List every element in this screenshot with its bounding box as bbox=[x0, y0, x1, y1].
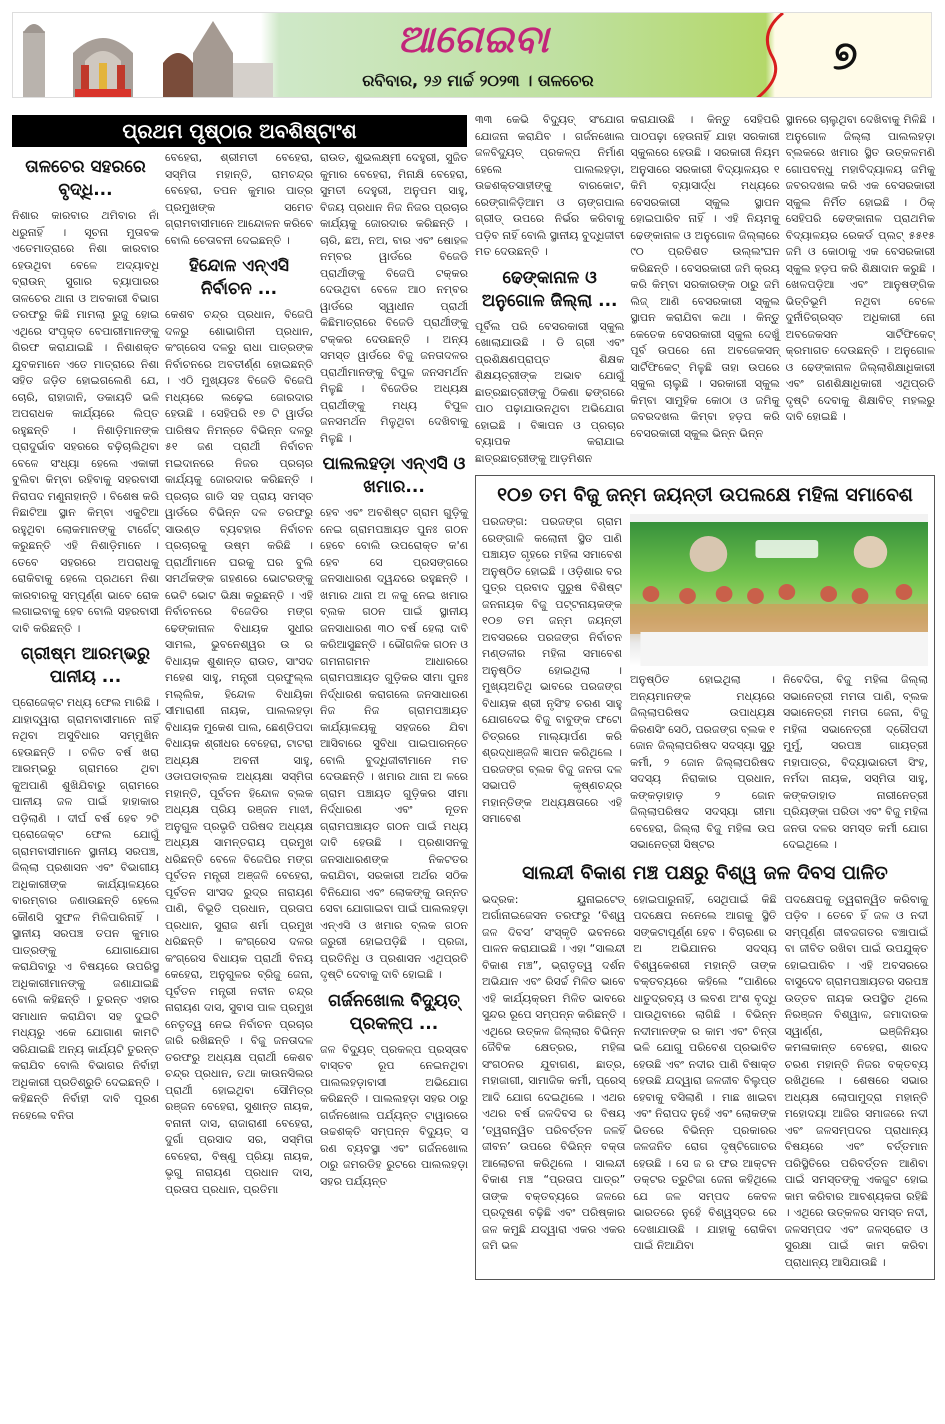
article-column-3 bbox=[320, 150, 468, 1190]
article-body: ପଦକ୍ଷେପକୁ ତ୍ୱରାନ୍ୱିତ କରିବାକୁ ପଡ଼ିବ । ତେବେ ହିଁ ଜଳ ଓ ନଦୀ ସମ୍ପୂର୍ଣ୍ଣ ଜୀବଜଗତର ବଞ୍ଚାପାଇଁ ବା ଜୀବିତ ରଖିବା ପାଇଁ ଉପଯୁକ୍ତ ହୋଇପାରିବ । ଏହି ଅବସରରେ ବାସୁଦେବ ଗ୍ରାମପଞ୍ଚାୟତର ସରପଞ୍ଚ ଉତ୍ତବ ନାୟକ ଉପସ୍ଥିତ ଥିଲେ ନିରଞ୍ଜନ ବିଶ୍ୱାଳ, ଜମାଦାରକ ସ୍ୱାର୍ଣ୍ଣ, ଇଞ୍ଜିନିୟର କମଳାକାନ୍ତ ବେହେରା, ଶାରଦ ଚରଣ ମହାନ୍ତି ନିଜର ବକ୍ତବ୍ୟ ରଖିଥିଲେ । ଶେଷରେ ସଭାର ଅଧ୍ୟକ୍ଷ ଲୋପାମୁଦ୍ରା ମହାନ୍ତି ମହୋଦୟା ଆଜିର ସମାଜରେ ନଦୀ ଏବଂ ଜଳସମ୍ପଦର ପ୍ରାଧାନ୍ୟ ବିଷୟରେ ଏବଂ ବର୍ତ୍ତମାନ ପରିସ୍ଥିତିରେ ପରିବର୍ତ୍ତନ ଆଣିବା ପାଇଁ ସମସ୍ତଙ୍କୁ ଏକଜୁଟ ହୋଇ କାମ କରିବାର ଆବଶ୍ୟକତା ରହିଛି । ଏଥିରେ ଉତ୍କଳର ସମସ୍ତ ନଦୀ, ଜଳସମ୍ପଦ ଏବଂ ଜଳସ୍ରୋତ ଓ ସୁରକ୍ଷା ପାଇଁ କାମ କରିବା ପ୍ରାଧାନ୍ୟ ଆସିଯାଉଛି । bbox=[784, 892, 928, 1269]
dateline: ରବିବାର, ୨୬ ମାର୍ଚ୍ଚ ୨୦୨୩ । ତାଳଚେର bbox=[362, 71, 594, 90]
article-column-1 bbox=[12, 150, 159, 1124]
article-body: ନିଶାର କାରବାର ଥମିବାର ନାଁ ଧରୁନାହିଁ । ସୂଚନା ମୁତାବକ ଏତେମାତ୍ରାରେ ନିଶା କାରବାର ହେଉଥିବା ବେଳେ ଅଦ୍ୟାବଧି ବ୍ରାଉନ୍ ସୁଗାର ବ୍ୟାପାରର ତାଳଚେର ଥାନା ଓ ଅବକାରୀ ବିଭାଗ ତରଫରୁ କିଛି ମାମଲା ରୁଜୁ ହୋଇ ଏଥିରେ ସଂପୃକ୍ତ ବେପାରୀମାନଙ୍କୁ ଗିରଫ କରାଯାଇଛି । ନିଶାଶକ୍ତ ଯୁବକମାନେ ଏତେ ମାତ୍ରାରେ ନିଶା ସହିତ ଜଡ଼ିତ ହୋଇଗଲେଣି ଯେ, ଚୋରି, ରାହାଜାନି, ଡକାୟତି ଭଳି ଅପରାଧକ କାର୍ଯ୍ୟରେ ଲିପ୍ତ ରହୁଛନ୍ତି । ନିଶାଡ଼ିମାନଙ୍କ ପ୍ରାଦୁର୍ଭାବ ସହରରେ ବଢ଼ିଚାଲିଥିବା ବେଳେ ସଂଧ୍ୟା ହେଲେ ଏକାକୀ ବୁଲିବା କିମ୍ବା ରହିବାକୁ ସହରବାସୀ ନିରାପଦ ମଣୁନାହାନ୍ତି । ବିଶେଷ କରି ନିଛାଟିଆ ସ୍ଥାନ କିମ୍ବା ଏକୁଟିଆ ରହୁଥିବା ଲୋକମାନଙ୍କୁ ଟାର୍ଗେଟ୍ କରୁଛନ୍ତି ଏହି ନିଶାଡ଼ିମାନେ । ତେବେ ସହରରେ ଅପରାଧକୁ ରୋକିବାକୁ ହେଲେ ପ୍ରଥମେ ନିଶା କାରବାରକୁ ସମ୍ପୂର୍ଣ୍ଣ ଭାବେ ରୋକ ଲଗାଇବାକୁ ହେବ ବୋଲି ସହରବାସୀ ଦାବି କରିଛନ୍ତି । bbox=[12, 209, 159, 635]
article-column-2 bbox=[165, 150, 313, 1198]
article-body: ୩୩ କେଭି ବିଦ୍ୟୁତ୍ ସଂଯୋଗ ଯୋଜନା କରାଯିବ । ଗର୍ଜନଖୋଲ ଜଳବିଦ୍ୟୁତ୍ ପ୍ରକଳ୍ପ ନିର୍ମାଣ ହେଲେ ପାଲଲହଡ଼ା, ଉଚ୍ଚଶକ୍ତସାହୀଙ୍କୁ ବାରକୋଟ, ରେଙ୍ଗାଳିଡ଼ିଆମ ଓ ଚାଙ୍ଗପାଲ ଗ୍ରୀଡ୍ ଉପରେ ନିର୍ଭର କରିବାକୁ ପଡ଼ିବ ନାହିଁ ବୋଲି ସ୍ଥାନୀୟ ବୁଦ୍ଧିଜୀବୀ ମତ ଦେଉଛନ୍ତି । bbox=[475, 113, 625, 258]
article-body: ଅନୁଷ୍ଠିତ ହୋଇଥିଲା । ଅନ୍ୟମାନଙ୍କ ମଧ୍ୟରେ ଜିଲ୍ଲାପରିଷଦ ଉପାଧ୍ୟକ୍ଷ କିରଣସିଂ ସେଠି, ପରଜଙ୍ଗ ବ୍ଲକ ୧ ଜୋନ ଜିଲ୍ଲାପରିଷଦ ସଦସ୍ୟା ସୁରୁ କର୍ମୀ, ୨ ଜୋନ ଜିଲ୍ଲାପରିଷଦ ସଦସ୍ୟ ନିରାକାର ପ୍ରଧାନ, କଙ୍କଡ଼ାହାଡ଼ ୨ ଜୋନ ଜିଲ୍ଲାପରିଷଦ ସଦସ୍ୟା ରୀମା ବେହେରା, ଜିଲ୍ଲା ବିଜୁ ମହିଳା ଉପ ସଭାନେତ୍ରୀ ସିଷ୍ଟର bbox=[630, 673, 775, 851]
article-body: ପରଜଙ୍ଗ: ପରଜଙ୍ଗ ଗ୍ରାମ ରେଙ୍ଗାଳି କଲୋନୀ ସ୍ଥିତ ପାଣି ପଞ୍ଚାୟତ ଗୃହରେ ମହିଳା ସମାବେଶ ଅନୁଷ୍ଠିତ ହୋଇଛି । ଓଡ଼ିଶାର ବର ପୁତ୍ର ପ୍ରବାଦ ପୁରୁଷ ବିଶିଷ୍ଟ ଜନନାୟକ ବିଜୁ ପଟ୍ଟନାୟକଙ୍କ ୧୦୭ ତମ ଜନ୍ମ ଜୟନ୍ତୀ ଅବସରରେ ପରଜଙ୍ଗ ନିର୍ବାଚନ ମଣ୍ଡଳୀର ମହିଳା ସମାବେଶ ଅନୁଷ୍ଠିତ ହୋଇଥିଲା । ମୁଖ୍ୟଅତିଥି ଭାବରେ ପରଜଙ୍ଗ ବିଧାୟକ ଶ୍ରୀ ନୃସିଂହ ଚରଣ ସାହୁ ଯୋଗଦେଇ ବିଜୁ ବାବୁଙ୍କ ଫଟୋ ଚିତ୍ରରେ ମାଲ୍ୟାର୍ପଣ କରି ଶ୍ରଦ୍ଧାଞ୍ଜଳି ଜ୍ଞାପନ କରିଥିଲେ । ପରଜଙ୍ଗ ବ୍ଲକ ବିଜୁ ଜନତା ଦଳ ସଭାପତି କୃଷ୍ଣଚନ୍ଦ୍ର ମହାନ୍ତିଙ୍କ ଅଧ୍ୟକ୍ଷତାରେ ଏହି ସମାବେଶ bbox=[482, 515, 622, 825]
temple-illustration bbox=[13, 13, 283, 98]
page-number: ୭ bbox=[833, 33, 858, 79]
headline-garjankhol: ଗର୍ଜନଖୋଲ ବିଦ୍ୟୁତ୍ ପ୍ରକଳ୍ପ ... bbox=[328, 990, 460, 1034]
headline-world-water-day: ସାଲନ୍ଦୀ ବିକାଶ ମଞ୍ଚ ପକ୍ଷରୁ ବିଶ୍ୱ ଜଳ ଦିବସ ପାଳିତ bbox=[522, 861, 888, 884]
article-body: ନିବେଦିତା, ବିଜୁ ମହିଳା ଜିଲ୍ଲା ସଭାନେତ୍ରୀ ମମତା ପାଣି, ବ୍ଲକ ସଭାନେତ୍ରୀ ମମତା ଜେନା, ବିଜୁ ମହିଳା ସଭାନେତ୍ରୀ ଦ୍ରୌପଦୀ ମୁର୍ମୁ, ସରପଞ୍ଚ ଗାୟତ୍ରୀ ମହାପାତ୍ର, ବିଦ୍ୟାଭାରତୀ ସିଂହ, ନର୍ମଦା ନାୟକ, ସସ୍ମିତା ସାହୁ, କଙ୍କଡାହାଡ ନାରୀନେତ୍ରୀ ପ୍ରିୟଙ୍କା ପରିଡା ଏବଂ ବିଜୁ ମହିଳା ଜନତା ଦଳର ସମସ୍ତ କର୍ମୀ ଯୋଗ ଦେଇଥିଲେ । bbox=[783, 673, 928, 851]
article-body: ପ୍ରୋଜେକ୍ଟ ମଧ୍ୟ ଫେଲ ମାରିଛି । ଯାହାଦ୍ୱାରା ଗ୍ରାମବାସୀମାନେ ନାହିଁ ନଥିବା ଅସୁବିଧାର ସମ୍ମୁଖିନ ହେଉଛନ୍ତି । ଚଳିତ ବର୍ଷ ଖରା ଆରମ୍ଭରୁ ଗ୍ରାମରେ ଥିବା କୁଅପାଣି ଶୁଖିଯିବାରୁ ଗ୍ରାମରେ ପାନୀୟ ଜଳ ପାଇଁ ହାହାକାର ପଡ଼ିଲାଣି । ଦୀର୍ଘ ବର୍ଷ ହେବ ୨ଟି ପ୍ରୋଜେକ୍ଟ ଫେଲ ଯୋଗୁଁ ଗ୍ରାମବାସୀମାନେ ସ୍ଥାନୀୟ ସରପଞ୍ଚ, ଜିଲ୍ଲା ପ୍ରଶାସନ ଏବଂ ବିଭାଗୀୟ ଅଧିକାରୀଙ୍କ କାର୍ଯ୍ୟାଳୟରେ ବାରମ୍ବାର ଜଣାଉଛନ୍ତି ହେଲେ କୌଣସି ସୁଫଳ ମିଳିପାରିନାହିଁ । ସ୍ଥାନୀୟ ସରପଞ୍ଚ ତପନ କୁମାର ପାତ୍ରଙ୍କୁ ଯୋଗାଯୋଗ କରାଯିବାରୁ ଏ ବିଷୟରେ ଉପରିସ୍ଥ ଅଧିକାରୀମାନଙ୍କୁ ଜଣାଯାଇଛି ବୋଲି କହିଛନ୍ତି । ତୁରନ୍ତ ଏହାର ସମାଧାନ କରାଯିବା ସହ ଦୁଇଟି ମଧ୍ୟରୁ ଏକେ ଯୋଗାଣ କାମଟି ସରିଯାଇଛି ଅନ୍ୟ କାର୍ଯ୍ୟଟି ତୁରନ୍ତ କରାଯିବ ବୋଲି ବିଭାଗର ନିର୍ବାହୀ ଅଧିକାରୀ ପ୍ରତିଶ୍ରୁତି ଦେଇଛନ୍ତି । କହିଛନ୍ତି ନିର୍ବାହୀ ଦାବି ପୂରଣ ନହେଲେ ବନିତା bbox=[12, 696, 159, 1122]
boxed-articles bbox=[475, 475, 935, 1280]
article-body: କେଶବ ଚନ୍ଦ୍ର ପ୍ରଧାନ, ବିଜେପି ଦଳରୁ ଶୋଭାଗିନୀ ପ୍ରଧାନ, କଂଗ୍ରେସ ଦଳରୁ ରାଧା ପାତ୍ରଙ୍କ ନିର୍ବାଚନରେ ଅବତୀର୍ଣ୍ଣ ହୋଇଛନ୍ତି । ଏଠି ମୁଖ୍ୟତଃ ବିଜେଡି ବିଜେପି ମଧ୍ୟରେ ଲଢ଼େଇ ଜୋରଦାର ହେଉଛି । ସେହିପରି ୧୭ ଟି ୱାର୍ଡର ପାରିଷଦ ନିମନ୍ତେ ବିଭିନ୍ନ ଦଳରୁ ୫୧ ଜଣ ପ୍ରାର୍ଥୀ ନିର୍ବାଚନ ମଇଦାନରେ ନିଜର ପ୍ରଚାର କାର୍ଯ୍ୟକୁ ଜୋରଦାର କରିଛନ୍ତି । ପ୍ରଚାର ଗାଡି ସହ ପ୍ରାୟ ସମସ୍ତ ୱାର୍ଡରେ ବିଭିନ୍ନ ଦଳ ତରଫରୁ ସାଉଣ୍ଡ ବ୍ୟବହାର ନିର୍ବାଚନ ପ୍ରଚାରକୁ ଉଷ୍ମ କରିଛି । ପ୍ରାର୍ଥୀମାନେ ଘରକୁ ଘର ବୁଲି ସମର୍ଥକଙ୍କ ଗହଣରେ ଭୋଟରଙ୍କୁ ଭେଟି ଭୋଟ ଭିକ୍ଷା କରୁଛନ୍ତି । ଏହି ନିର୍ବାଚନରେ ବିଜେଡିର ମଙ୍ଗ ଢେଙ୍କାନାଳ ବିଧାୟକ ସୁଧୀର ସାମଲ, ଭୁବନେଶ୍ୱର ଉ ର ବିଧାୟକ ଶୁଶାନ୍ତ ରାଉତ, ସାଂସଦ ମହେଶ ସାହୁ, ମନ୍ତ୍ରୀ ପ୍ରଫୁଲ୍ଲ ମଲ୍ଲିକ, ହିନ୍ଦୋଳ ବିଧାୟିକା ସୀମାରାଣୀ ନାୟକ, ପାଲଲହଡ଼ା ବିଧାୟକ ମୁକେଶ ପାଲ, ଛେଣ୍ଡିପଦା ବିଧାୟକ ଶ୍ରୀଧର ବେହେରା, ଟାଟରା ଅଧ୍ୟକ୍ଷ ଅବନୀ ସାହୁ, ଓଡାପଡାବ୍ଲକ ଅଧ୍ୟକ୍ଷା ସସ୍ମିତା ମହାନ୍ତି, ପୂର୍ବତନ ହିନ୍ଦୋଳ ବ୍ଲକ ଅଧ୍ୟକ୍ଷ ପ୍ରିୟ ରଞ୍ଜନ ମାଝୀ, ଅନୁଗୁଳ ପ୍ରଭୃତି ପରିଷଦ ଅଧ୍ୟକ୍ଷ ଅଧ୍ୟକ୍ଷ ସାମନ୍ତରାୟ ପ୍ରମୁଖ ଧରିଛନ୍ତି ବେଳେ ବିଜେପିର ମଙ୍ଗ ପୂର୍ବତନ ମନ୍ତ୍ରୀ ଅଞ୍ଜଳି ବେହେରା, ପୂର୍ବତନ ସାଂସଦ ରୁଦ୍ର ନାରାୟଣ ପାଣି, ବିଭୂତି ପ୍ରଧାନ, ପ୍ରତାପ ପ୍ରଧାନ, ସୁରାଜ ଶର୍ମା ପ୍ରମୁଖ ଧରିଛନ୍ତି । କଂଗ୍ରେସ ଦଳର କଂଗ୍ରେସ ବିଧାୟକ ପ୍ରାର୍ଥୀ ବିନୟ କେହେରା, ଅନୁଗୁଳର ବ୍ରିଜୁ ଜେନା, ପୂର୍ବତନ ମନ୍ତ୍ରୀ ନବୀନ ଚନ୍ଦ୍ର ନାରାୟଣ ଦାସ, ସୁବାସ ପାଳ ପ୍ରମୁଖ ନେତୃତ୍ୱ ନେଇ ନିର୍ବାଚନ ପ୍ରଚାର ଜାରି ରଖିଛନ୍ତି । ବିଜୁ ଜନତାଦଳ ତରଫରୁ ଅଧ୍ୟକ୍ଷ ପ୍ରାର୍ଥୀ କେଶବ ଚନ୍ଦ୍ର ପ୍ରଧାନ, ତଥା କାଉନସିଲର ପ୍ରାର୍ଥୀ ହୋଇଥିବା ସୌମିତ୍ର ରଞ୍ଜନ ବେହେରା, ସୁଶାନ୍ତ ନାୟକ, ବନାନୀ ଦାସ, ରାଜାରାଣୀ ବେହେରା, ଦୁର୍ଗା ପ୍ରସାଦ ସର, ସସ୍ମିତା ବେହେରା, ବିଷ୍ଣୁ ପ୍ରିୟା ନାୟକ, ଭୃଗୁ ନାରାୟଣ ପ୍ରଧାନ ଦାସ, ପ୍ରତାପ ପ୍ରଧାନ, ପ୍ରତିମା bbox=[165, 308, 313, 1196]
article-body: ପୂର୍ବିଲ ପରି ବେସରକାରୀ ସ୍କୁଲ ଖୋଲାଯାଉଛି । ଡି ଗ୍ରୀ ଏବଂ ପ୍ରଶିକ୍ଷଣପ୍ରାପ୍ତ ଶିକ୍ଷକ ଶିକ୍ଷୟତ୍ରୀଙ୍କ ଅଭାବ ଯୋଗୁଁ ଛାତ୍ରଛାତ୍ରୀଙ୍କୁ ଠିକଣା ଢଙ୍ଗରେ ପାଠ ପଢ଼ାଯାଉନଥିବା ଅଭିଯୋଗ ହୋଇଛି । ବିଜ୍ଞାପନ ଓ ପ୍ରଚାର ବ୍ୟାପକ କରାଯାଇ ଛାତ୍ରଛାତ୍ରୀଙ୍କୁ ଆଡ଼ମିଶନ bbox=[475, 319, 625, 465]
article-body: ବେହେରା, ଶ୍ରୀମତୀ ବେହେରା, ସସ୍ମିତା ମହାନ୍ତି, ରାମଚନ୍ଦ୍ର ବେହେରା, ତପନ କୁମାର ପାତ୍ର ପ୍ରମୁଖଙ୍କ ସମେତ ଗ୍ରାମବାସୀମାନେ ଆନ୍ଦୋଳନ କରିବେ ବୋଲି ଚେତାବନୀ ଦେଇଛନ୍ତି । bbox=[165, 151, 313, 247]
article-body: ରାଉତ, ଶୁଭଲକ୍ଷ୍ମୀ ଦେହୁରୀ, ସୁଜିତ କୁମାର ବେହେରା, ମିନାକ୍ଷି ବେହେରା, ସୁମତୀ ଦେହୁରୀ, ଅନୁପମ ସାହୁ, ବିଜୟ ପ୍ରଧାନ ନିଜ ନିଜର ପ୍ରଚାର କାର୍ଯ୍ୟକୁ ଜୋରଦାର କରିଛନ୍ତି । ଚାରି, ଛଅ, ନଅ, ବାର ଏବଂ ଷୋହଳ ନମ୍ବର ୱାର୍ଡରେ ବିଜେଡି ପ୍ରାର୍ଥୀଙ୍କୁ ବିଜେପି ଟକ୍କର ଦେଉଥିବା ବେଳେ ଆଠ ନମ୍ବର ୱାର୍ଡରେ ସ୍ୱାଧୀନ ପ୍ରାର୍ଥୀ କିଛିମାତ୍ରାରେ ବିଜେଡି ପ୍ରାର୍ଥୀଙ୍କୁ ଟକ୍କର ଦେଉଛନ୍ତି । ଅନ୍ୟ ସମସ୍ତ ୱାର୍ଡରେ ବିଜୁ ଜନତାଦଳର ପ୍ରାର୍ଥୀମାନଙ୍କୁ ବିପୁଳ ଜନସମର୍ଥନ ମିଳୁଛି । ବିଜେଡିର ଅଧ୍ୟକ୍ଷ ପ୍ରାର୍ଥୀଙ୍କୁ ମଧ୍ୟ ବିପୁଳ ଜନସମର୍ଥନ ମିଳୁଥିବା ଦେଖିବାକୁ ମିଳୁଛି । bbox=[320, 151, 468, 445]
article-column-4 bbox=[475, 112, 624, 467]
article-column-6 bbox=[786, 112, 935, 467]
newspaper-logo: ଆଗେଇବା bbox=[397, 17, 549, 61]
masthead bbox=[12, 12, 932, 98]
article-body: କରାଯାଉଛି । କିନ୍ତୁ ସେହିପରି ପାଠପଢ଼ା ହେଉନାହିଁ ଯାହା ସରକାରୀ ସ୍କୁଲରେ ହେଉଛି । ସରକାରୀ ନିୟମ ଅନୁସାରେ ସରକାରୀ ବିଦ୍ୟାଳୟର ୧ କିମି ବ୍ୟାସାର୍ଦ୍ଧ ମଧ୍ୟରେ ବେସରକାରୀ ସ୍କୁଲ ସ୍ଥାପନ ହୋଇପାରିବ ନାହିଁ । ଏହି ନିୟମକୁ ଢେଙ୍କାନାଳ ଓ ଅନୁଗୋଳ ଜିଲ୍ଲାରେ ୯୦ ପ୍ରତିଶତ ଉଲ୍ଲଂଘନ କରିଛନ୍ତି । ବେସରକାରୀ ଜମି କ୍ରୟ କରି କିମ୍ବା ସରକାରଙ୍କ ଠାରୁ ଜମି ଲିଜ୍ ଆଣି ବେସରକାରୀ ସ୍କୁଲ ସ୍ଥାପନ କରାଯିବା କଥା । କିନ୍ତୁ କେତେକ ବେସରକାରୀ ସ୍କୁଲ ଦେଖୁଁ ପୂର୍ବ ଉପରେ ନୋ ଅବଜେକସନ୍ ସାର୍ଟିଫିକେଟ୍ ମିଳୁଛି ତାହା ଉପରେ ସ୍କୁଲ ଚାଲୁଛି । ସରକାରୀ ସ୍କୁଲ କିମ୍ବା ସାମୁହିକ କୋଠା ଓ ଜମିକୁ ଜବରଦଖଲ କିମ୍ବା ହଡ଼ପ କରି ବେସରକାରୀ ସ୍କୁଲ ଭିନ୍ନ ଭିନ୍ନ bbox=[630, 113, 780, 440]
article-body: ହେବ ଏବଂ ଅବଶିଷ୍ଟ ଗ୍ରାମ ଗୁଡ଼ିକୁ ନେଇ ଗ୍ରାମପଞ୍ଚାୟତ ପୁନଃ ଗଠନ ହେବେ ବୋଲି ଉପରୋକ୍ତ କ'ଣ ହେବ ସେ ପ୍ରସଙ୍ଗରେ ଜନସାଧାରଣ ଦ୍ୱନ୍ଦରେ ରହୁଛନ୍ତି । ଖମାର ଥାନା ଅ ଳକୁ ନେଇ ଖମାର ବ୍ଲକ ଗଠନ ପାଇଁ ସ୍ଥାନୀୟ ଜନସାଧାରଣ ୩୦ ବର୍ଷ ହେଲା ଦାବି କରିଆସୁଛନ୍ତି । ଭୌଗଳିକ ଗଠନ ଓ ଗମନାଗମନ ଆଧାରରେ ଗ୍ରାମପଞ୍ଚାୟତ ଗୁଡ଼ିକର ସୀମା ପୁନଃ ନିର୍ଦ୍ଧାରଣ କରାଗଲେ ଜନସାଧାରଣ ନିଜ ନିଜ ଗ୍ରାମପଞ୍ଚାୟତ କାର୍ଯ୍ୟାଳୟକୁ ସହଜରେ ଯିବା ଆସିବାରେ ସୁବିଧା ପାଇପାରନ୍ତେ ବୋଲି ବୁଦ୍ଧିଜୀବୀମାନେ ମତ ଦେଉଛନ୍ତି । ଖମାର ଥାନା ଅ ଳରେ ଗ୍ରାମ ପଞ୍ଚାୟତ ଗୁଡ଼ିକର ସୀମା ନିର୍ଦ୍ଧାରଣ ଏବଂ ନୂତନ ଗ୍ରାମପଞ୍ଚାୟତ ଗଠନ ପାଇଁ ମଧ୍ୟ ଦାବି ହେଉଛି । ପ୍ରଶାସନକୁ ଜନସାଧାରଣଙ୍କ ନିକଟତର କରାଯିବା, ସରକାରୀ ଅର୍ଥର ସଠିକ ବିନିଯୋଗ ଏବଂ ଲୋକଙ୍କୁ ଉନ୍ନତ ସେବା ଯୋଗାଇବା ପାଇଁ ପାଲଲହଡ଼ା ଏନ୍ଏସି ଓ ଖମାର ବ୍ଲକ ଗଠନ ଜରୁରୀ ହୋଇପଡ଼ିଛି । ପ୍ରଜା, ପ୍ରତିନିଧି ଓ ପ୍ରଶାସନ ଏଥିପ୍ରତି ଦୃଷ୍ଟି ଦେବାକୁ ଦାବି ହୋଇଛି । bbox=[320, 506, 468, 981]
headline-biju-jayanti: ୧୦୭ ତମ ବିଜୁ ଜନ୍ମ ଜୟନ୍ତୀ ଉପଲକ୍ଷେ ମହିଳା ସମାବେଶ bbox=[497, 484, 913, 506]
section-banner: ପ୍ରଥମ ପୃଷ୍ଠାର ଅବଶିଷ୍ଟାଂଶ bbox=[12, 115, 467, 147]
decorative-curve bbox=[748, 13, 788, 98]
headline-pallahara-nac: ପାଲଲହଡ଼ା ଏନ୍ଏସି ଓ ଖମାର... bbox=[322, 454, 466, 497]
headline-drinking-water: ଗ୍ରୀଷ୍ମ ଆରମ୍ଭରୁ ପାନୀୟ ... bbox=[20, 644, 151, 687]
article-column-5 bbox=[630, 112, 779, 467]
article-body: ହୋଇପାରୁନାହିଁ, ସେଥିପାଇଁ କିଛି ପଦକ୍ଷେପ ନନେଲେ ଆଗକୁ ସ୍ଥିତି ସଙ୍କଟାପୂର୍ଣ୍ଣ ହେବ । ବିଚାରଣା ର ଅ ଅଭିଯାନର ସଦସ୍ୟ ବିଶ୍ୱକେଶରୀ ମହାନ୍ତି ତାଙ୍କ ବକ୍ତବ୍ୟରେ କହିଲେ “ପାଣିରେ ଧାତୁଦ୍ରବ୍ୟ ଓ ଲବଣ ଅଂଶ ବୃଦ୍ଧି ପାଉଥିବାରେ ଲାଗିଛି । ବିଭିନ୍ନ ନଦୀମାନଙ୍କ ର କାମ ଏବଂ ଚିନ୍ତା ଭଳି ଯୋଗୁ ପରିବେଶ ପ୍ରଭାବିତ ହେଉଛି ଏବଂ ନଦୀର ପାଣି ବିଷାକ୍ତ ହେଉଛି ଯଦ୍ୱାରା ଜଳଜୀବ ବିଲୁପ୍ତ ହେବାକୁ ବସିଲାଣି । ମାଛ ଖାଇବା ଏବଂ ନିରାପଦ ନୁହେଁ ଏବଂ ଲୋକଙ୍କ ଭିତରେ ବିଭିନ୍ନ ପ୍ରକାରର ଜଳଜନିତ ରୋଗ ଦୃଷ୍ଟିଗୋଚର ହେଉଛି । ସେ ଜ ର ଫର ଆକ୍ଟନ ଡକ୍ଟର ତ୍ରୁଟିଜା ଜେନା କହିଥିଲେ ଯେ ଜଳ ସମ୍ପଦ କେବଳ ଭାରତରେ ନୁହେଁ ବିଶ୍ୱସ୍ତର ରେ ଦେଖାଯାଉଛି । ଯାହାକୁ ରୋକିବା ପାଇଁ ନିଆଯିବା bbox=[633, 892, 777, 1252]
right-section bbox=[475, 112, 935, 1280]
article-body: ଭଦ୍ରକ: ୟୁନାଇଟେଡ୍ ଅର୍ଗାନାଇଜେସନ ତରଫରୁ ‘ବିଶ୍ୱ ଜଳ ଦିବସ’ ସଂସ୍କୃତି ଭବନରେ ପାଳନ କରାଯାଇଛି । ଏହା “ସାଲନ୍ଦୀ ବିକାଶ ମଞ୍ଚ”, ଭ୍ରାତୃତ୍ୱ ଦର୍ଶନ ଅଭିଯାନ ଏବଂ ରିସର୍ଚ୍ଚ ମିଳିତ ଭାବେ ଏହି କାର୍ଯ୍ୟକ୍ରମ ମିଳିତ ଭାବରେ ସୁନ୍ଦର ରୂପେ ସମ୍ପନ୍ନ କରିଛନ୍ତି । ଏଥିରେ ଉତ୍କଳ ଜିଲ୍ଲାର ବିଭିନ୍ନ ଜୈବିକ କ୍ଷେତ୍ରର, ମହିଳା ସଂଗଠନର ଯୁବାଗଣ, ଛାତ୍ର, ମହାଜାଗୀ, ସାମାଜିକ କର୍ମୀ, ପ୍ରେସ୍ ଆଦି ଯୋଗ ଦେଇଥିଲେ । ଏଥର ଏଥର ବର୍ଷ ଜଳଦିବସ ର ବିଷୟ ‘ତ୍ୱରାନ୍ୱିତ ପରିବର୍ତ୍ତନ ଜଳହିଁ ଜୀବନ’ ଉପରେ ବିଭିନ୍ନ ବକ୍ତା ଆଲୋଚନା କରିଥିଲେ । ସାଲନ୍ଦୀ ବିକାଶ ମଞ୍ଚ “ପ୍ରତାପ ପାତ୍ର” ତାଙ୍କ ବକ୍ତବ୍ୟରେ ଜଳରେ ପ୍ରଦୂଷଣ ବଢ଼ିଛି ଏବଂ ପରିଷ୍କାର ଜଳ କମୁଛି ଯଦ୍ୱାରା ଏକର ଏକର ଜମି ଭଳ bbox=[482, 892, 626, 1252]
article-body: ଜଳ ବିଦ୍ୟୁତ୍ ପ୍ରକଳ୍ପ ପ୍ରସ୍ତାବ ବାସ୍ତବ ରୂପ ନେଇନଥିବା ପାଲଲହଡ଼ାବାସୀ ଅଭିଯୋଗ କରିଛନ୍ତି । ପାଲଲହଡ଼ା ସହର ଠାରୁ ଗର୍ଜନଖୋଲ ପର୍ଯ୍ୟନ୍ତ ଟାୱାରରେ ଉଚ୍ଚଶକ୍ତି ସମ୍ପନ୍ନ ବିଦ୍ୟୁତ୍ ସ ରଣ ବ୍ୟବସ୍ଥା ଏବଂ ଗର୍ଜନଖୋଲ ଠାରୁ ଜମରଡିହ ରୁଟରେ ପାଲଲହଡ଼ା ସହର ପର୍ଯ୍ୟନ୍ତ bbox=[320, 1042, 468, 1188]
headline-hindol-nac: ହିନ୍ଦୋଳ ଏନ୍ଏସି ନିର୍ବାଚନ ... bbox=[188, 256, 289, 299]
event-photo bbox=[630, 514, 928, 666]
headline-dhenkanal-angul: ଢେଙ୍କାନାଳ ଓ ଅନୁଗୋଳ ଜିଲ୍ଲା ... bbox=[481, 267, 618, 311]
headline-talcher: ତାଳଚେର ସହରରେ ବୃଦ୍ଧି... bbox=[25, 157, 146, 200]
article-body: ସ୍ଥାନରେ ଚାଲୁଥିବା ଦେଖିବାକୁ ମିଳିଛି । ଅନୁଗୋଳ ଜିଲ୍ଲା ପାଲଲହଡ଼ା ବ୍ଲକରେ ଖମାର ସ୍ଥିତ ଉତ୍କଳମଣି ଗୋପବନ୍ଧୁ ମହାବିଦ୍ୟାଳୟ ଜମିକୁ ଜବରଦଖଲ କରି ଏକ ବେସରକାରୀ ସ୍କୁଲ ନିର୍ମିତ ହୋଇଛି । ଠିକ୍ ସେହିପରି ଢେଙ୍କାନାଳ ପ୍ରାଥମିକ ବିଦ୍ୟାଳୟର ରେକର୍ଡ ପ୍ଲଟ୍ ୫୫୧୫ ଜମି ଓ କୋଠାକୁ ଏକ ବେସରକାରୀ ସ୍କୁଲ ହଡ଼ପ କରି ଶିକ୍ଷାଦାନ କରୁଛି । ଖେଳପଡ଼ିଆ ଏବଂ ଆନୁଷଙ୍ଗିକ ଭିତ୍ତିଭୂମି ନଥିବା ବେଳେ ଦୁର୍ନୀତିଗ୍ରସ୍ତ ଅଧିକାରୀ ନୋ ଅବଜେକସନ ସାର୍ଟିଫିକେଟ୍ କ୍ରମାଗତ ଦେଉଛନ୍ତି । ଅନୁଗୋଳ ଓ ଢେଙ୍କାନାଳ ଜିଲ୍ଲାଶିକ୍ଷାଧିକାରୀ ଏବଂ ଗଣଶିକ୍ଷାଧିକାରୀ ଏଥିପ୍ରତି ଦୃଷ୍ଟି ଦେବାକୁ ଶିକ୍ଷାବିତ୍ ମହଲରୁ ଦାବି ହୋଇଛି । bbox=[785, 113, 935, 423]
